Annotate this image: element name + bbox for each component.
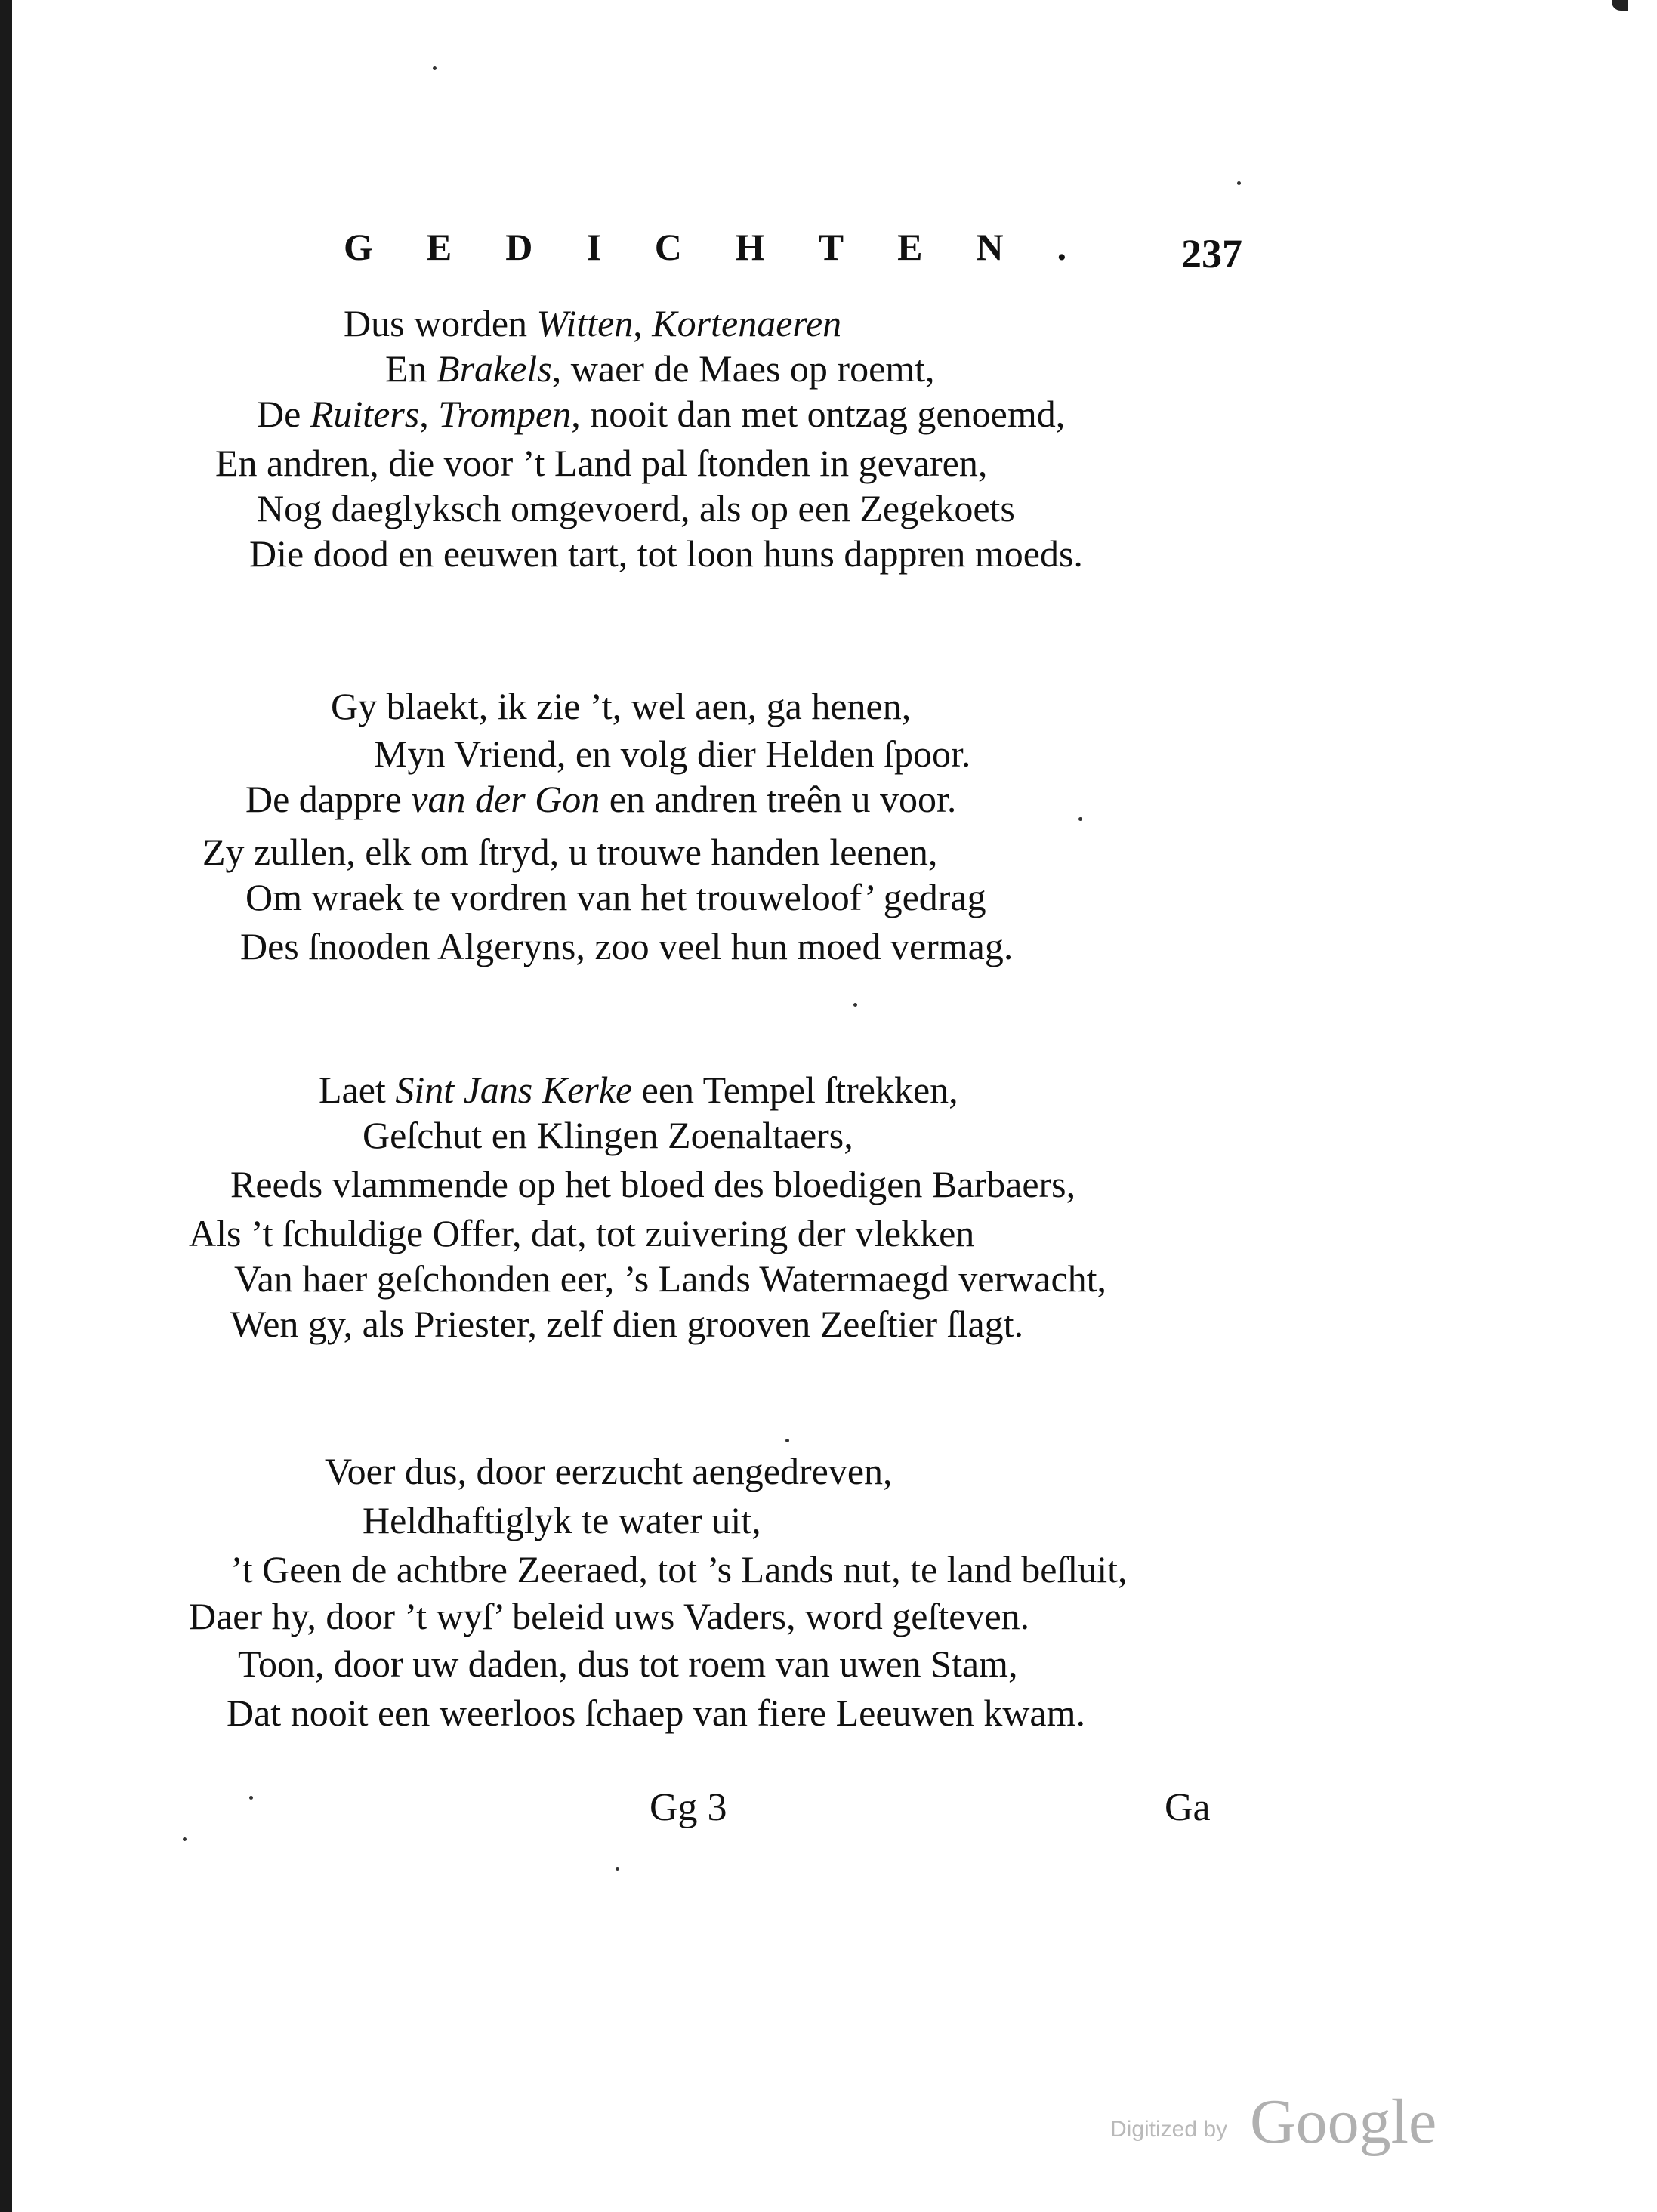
ink-speck xyxy=(1078,817,1082,821)
italic-name: Ruiters xyxy=(310,393,420,435)
poem-line xyxy=(385,347,935,390)
digitized-watermark xyxy=(1110,2081,1458,2157)
line-text: Nog daeglyksch omgevoerd, als op een Zegekoets xyxy=(257,487,1015,529)
poem-line xyxy=(245,876,986,918)
poem-line xyxy=(215,442,987,484)
poem-line xyxy=(325,1450,893,1492)
line-text: En andren, die voor ’t Land pal ſtonden in gevaren, xyxy=(215,442,988,484)
line-text: De dappre xyxy=(245,778,412,820)
line-text: Voer dus, door eerzucht aengedreven, xyxy=(325,1450,893,1492)
signature-mark: Gg 3 xyxy=(650,1786,727,1829)
poem-line xyxy=(230,1548,1128,1590)
line-text: Geſchut en Klingen Zoenaltaers, xyxy=(363,1114,853,1156)
line-text: Zy zullen, elk om ſtryd, u trouwe handen leenen, xyxy=(202,831,938,873)
line-text: Myn Vriend, en volg dier Helden ſpoor. xyxy=(374,733,971,775)
line-text: , xyxy=(419,393,439,435)
line-text: En xyxy=(385,347,437,390)
page-number: 237 xyxy=(1181,231,1242,276)
line-text: een Tempel ſtrekken, xyxy=(632,1069,958,1111)
ink-speck xyxy=(433,66,437,70)
ink-speck xyxy=(853,1003,857,1007)
line-text: Gy blaekt, ik zie ’t, wel aen, ga henen, xyxy=(331,685,912,727)
poem-line xyxy=(331,685,911,727)
google-logo: Google xyxy=(1250,2087,1437,2157)
italic-name: Brakels xyxy=(437,347,552,390)
ink-speck xyxy=(183,1837,187,1841)
poem-line xyxy=(363,1499,761,1541)
ink-speck xyxy=(616,1867,619,1871)
poem-line xyxy=(234,1257,1106,1300)
line-text: Reeds vlammende op het bloed des bloedigen Barbaers, xyxy=(230,1163,1076,1205)
poem-line xyxy=(249,532,1083,575)
page-edge xyxy=(0,0,12,2212)
line-text: , waer de Maes op roemt, xyxy=(551,347,935,390)
poem-line xyxy=(374,733,970,775)
line-text: Om wraek te vordren van het trouweloof’ gedrag xyxy=(245,876,986,918)
italic-name: Kortenaeren xyxy=(652,302,842,344)
corner-mark xyxy=(1612,0,1628,11)
poem-line xyxy=(202,831,937,873)
line-text: Dus worden xyxy=(344,302,537,344)
line-text: De xyxy=(257,393,310,435)
catchword: Ga xyxy=(1165,1786,1211,1829)
italic-name: Trompen xyxy=(438,393,572,435)
poem-line xyxy=(238,1643,1017,1685)
poem-line xyxy=(240,925,1013,967)
line-text: en andren treên u voor. xyxy=(600,778,957,820)
line-text: Laet xyxy=(319,1069,396,1111)
poem-line xyxy=(189,1212,974,1254)
line-text: Toon, door uw daden, dus tot roem van uwen Stam, xyxy=(238,1643,1018,1685)
poem-line xyxy=(189,1595,1029,1637)
line-text: Wen gy, als Priester, zelf dien grooven Zeeſtier ſlagt. xyxy=(230,1303,1024,1345)
italic-name: van der Gon xyxy=(411,778,600,820)
line-text: Dat nooit een weerloos ſchaep van fiere Leeuwen kwam. xyxy=(227,1692,1086,1734)
running-head xyxy=(344,219,1242,276)
poem-line xyxy=(257,487,1015,529)
line-text: Als ’t ſchuldige Offer, dat, tot zuivering der vlekken xyxy=(189,1212,975,1254)
line-text: Heldhaftiglyk te water uit, xyxy=(363,1499,761,1541)
line-text: Des ſnooden Algeryns, zoo veel hun moed vermag. xyxy=(240,925,1014,967)
poem-line xyxy=(319,1069,958,1111)
line-text: Daer hy, door ’t wyſ’ beleid uws Vaders, word geſteven. xyxy=(189,1595,1030,1637)
italic-name: Sint Jans Kerke xyxy=(395,1069,633,1111)
line-text: , xyxy=(633,302,653,344)
poem-line xyxy=(230,1163,1075,1205)
ink-speck xyxy=(1237,181,1241,185)
line-text: Die dood en eeuwen tart, tot loon huns dappren moeds. xyxy=(249,532,1083,575)
line-text: , nooit dan met ontzag genoemd, xyxy=(571,393,1066,435)
italic-name: Witten xyxy=(536,302,634,344)
poem-line xyxy=(344,302,841,344)
poem-line xyxy=(230,1303,1023,1345)
poem-line xyxy=(245,778,956,820)
watermark-prefix: Digitized by xyxy=(1110,2117,1228,2142)
poem-line xyxy=(227,1692,1085,1734)
ink-speck xyxy=(785,1439,789,1442)
ink-speck xyxy=(249,1796,253,1800)
poem-line xyxy=(257,393,1065,435)
line-text: Van haer geſchonden eer, ’s Lands Watermaegd verwacht, xyxy=(234,1257,1107,1300)
running-title: GEDICHTEN. xyxy=(344,226,1121,268)
line-text: ’t Geen de achtbre Zeeraed, tot ’s Lands nut, te land beſluit, xyxy=(230,1548,1128,1590)
poem-line xyxy=(363,1114,853,1156)
